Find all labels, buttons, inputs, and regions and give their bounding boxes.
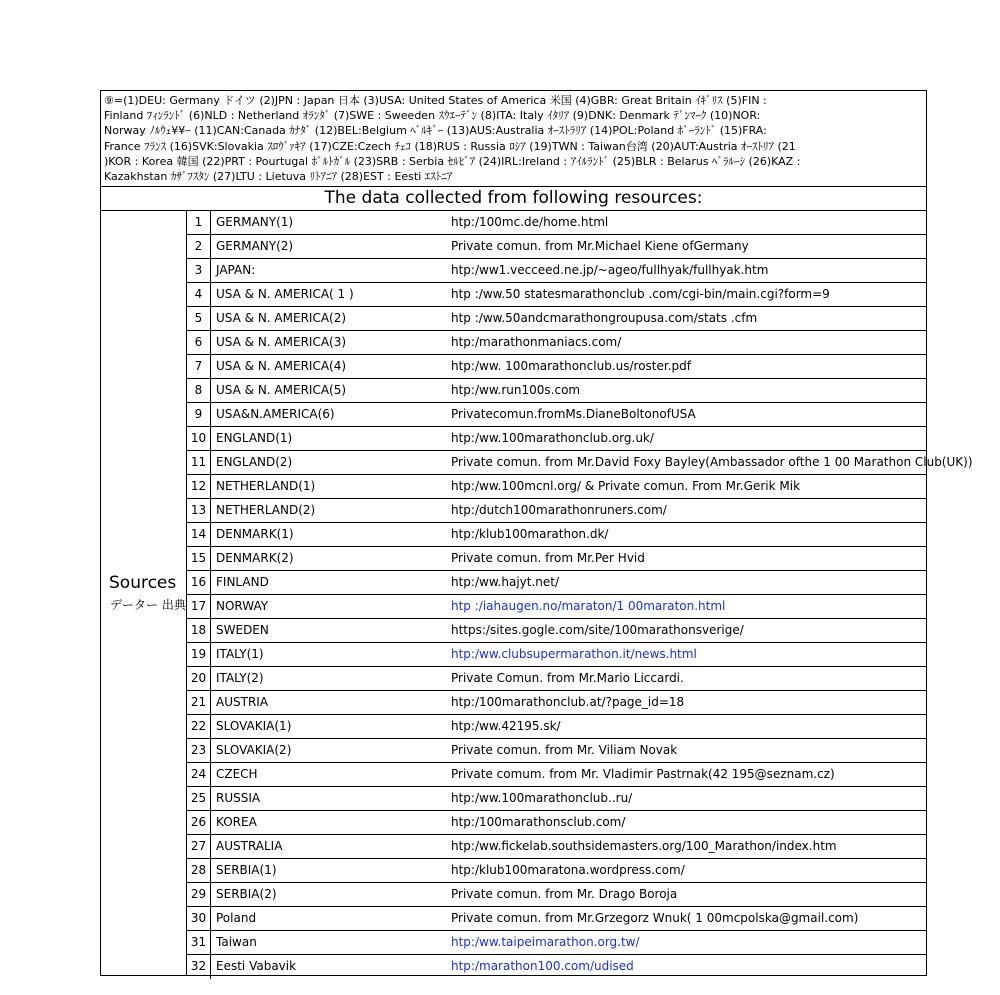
table-row — [187, 763, 926, 787]
row-number: 1 — [187, 211, 211, 234]
row-source: htp:/ww.fickelab.southsidemasters.org/100_Marathon/index.htm — [451, 839, 837, 853]
table-row — [187, 667, 926, 691]
notes-line: ⑨=(1)DEU: Germany ドイツ (2)JPN : Japan 日本 (3)USA: United States of America 米国 (4)GBR: Great Britain ｲｷﾞﾘｽ (5)FIN : — [104, 94, 767, 107]
row-source: htp :/ww.50 statesmarathonclub .com/cgi-bin/main.cgi?form=9 — [451, 287, 830, 301]
row-country: USA & N. AMERICA(2) — [216, 311, 347, 325]
row-source: Private comun. from Mr.Grzegorz Wnuk( 1 00mcpolska@gmail.com) — [451, 911, 859, 925]
row-number: 24 — [187, 763, 211, 786]
table-row — [187, 571, 926, 595]
sources-label: Sources — [109, 573, 177, 593]
row-country: Taiwan — [216, 935, 257, 949]
row-country: CZECH — [216, 767, 258, 781]
row-number: 4 — [187, 283, 211, 306]
row-number: 30 — [187, 907, 211, 930]
table-row — [187, 931, 926, 955]
row-number: 9 — [187, 403, 211, 426]
row-country: NETHERLAND(2) — [216, 503, 316, 517]
sources-side-column — [101, 211, 187, 975]
row-source: htp:/ww.42195.sk/ — [451, 719, 561, 733]
row-country: USA & N. AMERICA(4) — [216, 359, 347, 373]
row-source-link[interactable]: htp :/iahaugen.no/maraton/1 00maraton.html — [451, 599, 726, 613]
row-source: htp:/100mc.de/home.html — [451, 215, 609, 229]
row-number: 31 — [187, 931, 211, 954]
row-source-link[interactable]: htp:/ww.taipeimarathon.org.tw/ — [451, 935, 640, 949]
sources-sheet — [100, 90, 973, 976]
row-source: htp:/100marathonclub.at/?page_id=18 — [451, 695, 685, 709]
row-number: 16 — [187, 571, 211, 594]
table-row — [187, 859, 926, 883]
sources-table — [187, 211, 973, 975]
row-country: SERBIA(1) — [216, 863, 277, 877]
row-number: 23 — [187, 739, 211, 762]
row-number: 8 — [187, 379, 211, 402]
table-row — [187, 211, 926, 235]
table-row — [187, 955, 926, 979]
row-number: 27 — [187, 835, 211, 858]
row-source: htp:/klub100marathon.dk/ — [451, 527, 609, 541]
table-row — [187, 739, 926, 763]
row-number: 18 — [187, 619, 211, 642]
row-country: GERMANY(2) — [216, 239, 294, 253]
row-source-link[interactable]: htp:/ww.clubsupermarathon.it/news.html — [451, 647, 697, 661]
notes-line: Finland ﾌｨﾝﾗﾝﾄﾞ (6)NLD : Netherland ｵﾗﾝﾀﾞ (7)SWE : Sweeden ｽｳｴｰﾃﾞﾝ (8)ITA: Italy ｲﾀﾘｱ (9)DNK: Denmark ﾃﾞﾝﾏｰｸ (10)NOR: — [104, 109, 761, 123]
row-source: htp:/ww1.vecceed.ne.jp/~ageo/fullhyak/fullhyak.htm — [451, 263, 769, 277]
row-number: 32 — [187, 955, 211, 979]
table-row — [187, 595, 926, 619]
row-source: htp:/dutch100marathonruners.com/ — [451, 503, 667, 517]
table-row — [187, 787, 926, 811]
notes-line: Kazakhstan ｶｻﾞﾌｽﾀﾝ (27)LTU : Lietuva ﾘﾄｱﾆｱ (28)EST : Eesti ｴｽﾄﾆｱ — [104, 170, 453, 184]
table-row — [187, 235, 926, 259]
table-row — [187, 643, 926, 667]
row-source: Private comun. from Mr.David Foxy Bayley(Ambassador ofthe 1 00 Marathon Club(UK)) — [451, 455, 973, 469]
table-row — [187, 475, 926, 499]
row-source: htp:/ww.100marathonclub..ru/ — [451, 791, 633, 805]
row-number: 3 — [187, 259, 211, 282]
table-row — [187, 619, 926, 643]
row-number: 5 — [187, 307, 211, 330]
row-country: NETHERLAND(1) — [216, 479, 316, 493]
table-row — [187, 883, 926, 907]
notes-line: Norway ﾉﾙｳｪ¥¥ｰ (11)CAN:Canada ｶﾅﾀﾞ (12)BEL:Belgium ﾍﾞﾙｷﾞｰ (13)AUS:Australia ｵｰｽﾄﾗﾘｱ (14)POL:Poland ﾎﾟｰﾗﾝﾄﾞ (15)FRA: — [104, 124, 767, 138]
row-source: Privatecomun.fromMs.DianeBoltonofUSA — [451, 407, 696, 421]
row-number: 11 — [187, 451, 211, 474]
row-country: SERBIA(2) — [216, 887, 277, 901]
row-country: AUSTRIA — [216, 695, 269, 709]
table-row — [187, 547, 926, 571]
row-source: htp:/ww.100marathonclub.org.uk/ — [451, 431, 654, 445]
row-source: htp:/ww. 100marathonclub.us/roster.pdf — [451, 359, 691, 373]
row-source: Private comun. from Mr. Viliam Novak — [451, 743, 678, 757]
row-number: 15 — [187, 547, 211, 570]
row-source: https:/sites.gogle.com/site/100marathonsverige/ — [451, 623, 744, 637]
row-number: 29 — [187, 883, 211, 906]
row-number: 28 — [187, 859, 211, 882]
row-source: Private comun. from Mr. Drago Boroja — [451, 887, 678, 901]
table-row — [187, 307, 926, 331]
table-row — [187, 835, 926, 859]
notes-line: )KOR : Korea 韓国 (22)PRT : Pourtugal ﾎﾟﾙﾄｶﾞﾙ (23)SRB : Serbia ｾﾙﾋﾞｱ (24)IRL:Ireland : ｱｲﾙﾗﾝﾄﾞ (25)BLR : Belarus ﾍﾞﾗﾙｰｼ (26)KAZ : — [104, 154, 801, 168]
row-country: SLOVAKIA(1) — [216, 719, 292, 733]
row-number: 17 — [187, 595, 211, 618]
table-row — [187, 427, 926, 451]
table-row — [187, 451, 973, 475]
row-source: htp:/klub100maratona.wordpress.com/ — [451, 863, 685, 877]
row-country: AUSTRALIA — [216, 839, 283, 853]
row-source: htp:/ww.hajyt.net/ — [451, 575, 560, 589]
row-country: GERMANY(1) — [216, 215, 294, 229]
table-row — [187, 811, 926, 835]
row-number: 22 — [187, 715, 211, 738]
row-source: Private Comun. from Mr.Mario Liccardi. — [451, 671, 684, 685]
row-source: htp:/ww.run100s.com — [451, 383, 581, 397]
row-country: Eesti Vabavik — [216, 959, 297, 973]
row-country: DENMARK(2) — [216, 551, 294, 565]
row-number: 10 — [187, 427, 211, 450]
row-country: ENGLAND(2) — [216, 455, 293, 469]
sources-label-jp: データー 出典 — [110, 598, 186, 612]
row-country: ENGLAND(1) — [216, 431, 293, 445]
row-country: SWEDEN — [216, 623, 269, 637]
row-source: Private comun. from Mr.Per Hvid — [451, 551, 645, 565]
row-number: 7 — [187, 355, 211, 378]
row-country: NORWAY — [216, 599, 269, 613]
row-source: Private comun. from Mr.Michael Kiene ofGermany — [451, 239, 749, 253]
row-source-link[interactable]: htp:/marathon100.com/udised — [451, 959, 634, 973]
row-number: 2 — [187, 235, 211, 258]
row-number: 14 — [187, 523, 211, 546]
row-number: 26 — [187, 811, 211, 834]
row-number: 19 — [187, 643, 211, 666]
row-country: USA & N. AMERICA( 1 ) — [216, 287, 354, 301]
row-country: Poland — [216, 911, 257, 925]
row-country: USA&N.AMERICA(6) — [216, 407, 335, 421]
table-row — [187, 499, 926, 523]
row-source: htp :/ww.50andcmarathongroupusa.com/stats .cfm — [451, 311, 758, 325]
row-source: htp:/ww.100mcnl.org/ & Private comun. From Mr.Gerik Mik — [451, 479, 801, 493]
row-source: htp:/marathonmaniacs.com/ — [451, 335, 622, 349]
row-country: USA & N. AMERICA(3) — [216, 335, 347, 349]
row-country: FINLAND — [216, 575, 269, 589]
notes-line: France ﾌﾗﾝｽ (16)SVK:Slovakia ｽﾛｳﾞｧｷｱ (17)CZE:Czech ﾁｪｺ (18)RUS : Russia ﾛｼｱ (19)TWN : Taiwan台湾 (20)AUT:Austria ｵｰｽﾄﾘｱ (21 — [104, 139, 796, 153]
row-source: Private comum. from Mr. Vladimir Pastrnak(42 195@seznam.cz) — [451, 767, 835, 781]
row-country: RUSSIA — [216, 791, 261, 805]
table-row — [187, 715, 926, 739]
row-country: SLOVAKIA(2) — [216, 743, 292, 757]
row-number: 13 — [187, 499, 211, 522]
table-row — [187, 331, 926, 355]
table-row — [187, 523, 926, 547]
row-number: 21 — [187, 691, 211, 714]
row-country: ITALY(2) — [216, 671, 264, 685]
table-row — [187, 379, 926, 403]
table-row — [187, 259, 926, 283]
table-row — [187, 691, 926, 715]
table-row — [187, 403, 926, 427]
row-country: KOREA — [216, 815, 257, 829]
row-number: 25 — [187, 787, 211, 810]
row-number: 20 — [187, 667, 211, 690]
row-number: 6 — [187, 331, 211, 354]
row-country: USA & N. AMERICA(5) — [216, 383, 347, 397]
table-row — [187, 355, 926, 379]
row-source: htp:/100marathonsclub.com/ — [451, 815, 626, 829]
row-number: 12 — [187, 475, 211, 498]
table-row — [187, 283, 926, 307]
row-country: ITALY(1) — [216, 647, 264, 661]
row-country: JAPAN: — [216, 263, 256, 277]
country-code-notes — [101, 91, 926, 187]
table-row — [187, 907, 926, 931]
row-country: DENMARK(1) — [216, 527, 294, 541]
sheet-title: The data collected from following resources: — [101, 187, 926, 211]
